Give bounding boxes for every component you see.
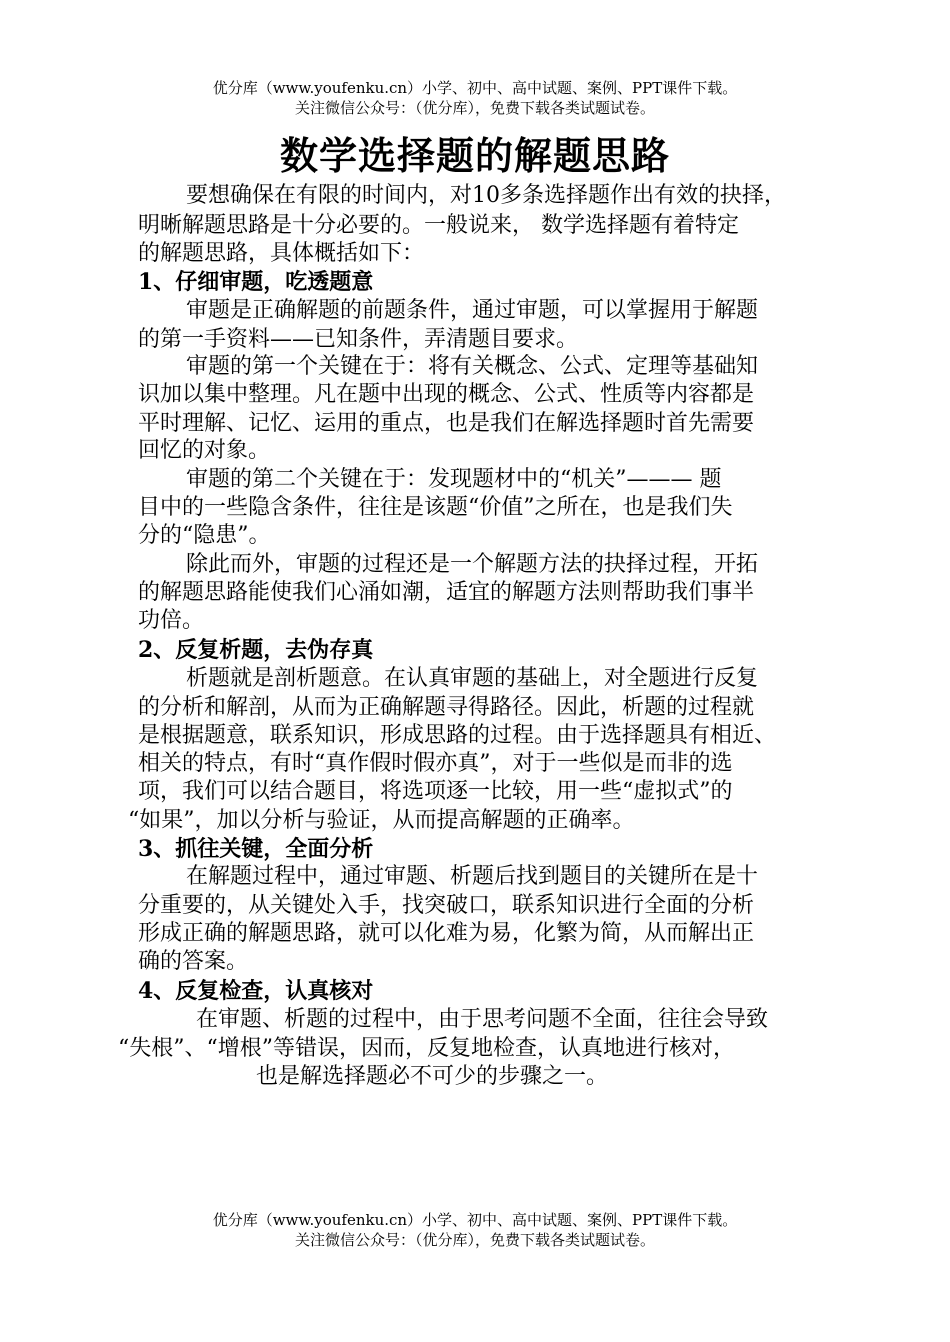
intro-line: 的解题思路，具体概括如下： bbox=[138, 241, 425, 266]
paragraph-line: 审题的第二个关键在于：发现题材中的“机关”——— 题 bbox=[186, 467, 722, 492]
paragraph-line: 审题的第一个关键在于：将有关概念、公式、定理等基础知 bbox=[186, 354, 759, 379]
paragraph-line: 目中的一些隐含条件，往往是该题“价值”之所在，也是我们失 bbox=[138, 495, 733, 520]
page-title: 数学选择题的解题思路 bbox=[279, 133, 670, 178]
intro-line: 要想确保在有限的时间内，对10多条选择题作出有效的抉择， bbox=[186, 183, 786, 208]
paragraph-line: “如果”，加以分析与验证，从而提高解题的正确率。 bbox=[128, 808, 635, 833]
paragraph-line: 功倍。 bbox=[138, 608, 205, 633]
footer-line-1: 优分库（www.youfenku.cn）小学、初中、高中试题、案例、PPT课件下载。 bbox=[212, 1211, 738, 1229]
section-4-heading: 4、反复检查，认真核对 bbox=[138, 978, 374, 1004]
paragraph-line: 在审题、析题的过程中，由于思考问题不全面，往往会导致 bbox=[196, 1007, 769, 1032]
paragraph-line: 分重要的，从关键处入手，找突破口，联系知识进行全面的分析 bbox=[138, 893, 755, 918]
paragraph-line: 回忆的对象。 bbox=[138, 438, 271, 463]
section-1-heading: 1、仔细审题，吃透题意 bbox=[138, 269, 374, 295]
section-2-heading: 2、反复析题，去伪存真 bbox=[138, 637, 374, 663]
header-line-1: 优分库（www.youfenku.cn）小学、初中、高中试题、案例、PPT课件下载。 bbox=[212, 79, 738, 97]
paragraph-line: 的解题思路能使我们心涌如潮，适宜的解题方法则帮助我们事半 bbox=[138, 580, 755, 605]
paragraph-line: 也是解选择题必不可少的步骤之一。 bbox=[256, 1064, 609, 1089]
paragraph-line: 除此而外，审题的过程还是一个解题方法的抉择过程，开拓 bbox=[186, 552, 759, 577]
paragraph-line: 确的答案。 bbox=[138, 949, 249, 974]
paragraph-line: 项，我们可以结合题目，将选项逐一比较，用一些“虚拟式”的 bbox=[138, 779, 733, 804]
paragraph-line: 析题就是剖析题意。在认真审题的基础上，对全题进行反复 bbox=[186, 666, 759, 691]
paragraph-line: 是根据题意，联系知识，形成思路的过程。由于选择题具有相近、 bbox=[138, 723, 777, 748]
intro-line: 明晰解题思路是十分必要的。一般说来， 数学选择题有着特定 bbox=[138, 213, 739, 238]
paragraph-line: 识加以集中整理。凡在题中出现的概念、公式、性质等内容都是 bbox=[138, 382, 755, 407]
page-footer bbox=[0, 1210, 950, 1250]
paragraph-line: 审题是正确解题的前题条件，通过审题，可以掌握用于解题 bbox=[186, 298, 759, 323]
section-3-heading: 3、抓往关键，全面分析 bbox=[138, 836, 374, 862]
paragraph-line: 平时理解、记忆、运用的重点，也是我们在解选择题时首先需要 bbox=[138, 411, 755, 436]
paragraph-line: 在解题过程中，通过审题、析题后找到题目的关键所在是十 bbox=[186, 864, 759, 889]
paragraph-line: 相关的特点，有时“真作假时假亦真”，对于一些似是而非的选 bbox=[138, 751, 733, 776]
footer-line-2: 关注微信公众号：（优分库），免费下载各类试题试卷。 bbox=[294, 1231, 655, 1249]
page-header bbox=[0, 78, 950, 118]
paragraph-line: 形成正确的解题思路，就可以化难为易，化繁为简，从而解出正 bbox=[138, 921, 755, 946]
paragraph-line: “失根”、“增根”等错误，因而，反复地检查，认真地进行核对， bbox=[118, 1036, 735, 1061]
paragraph-line: 的第一手资料——已知条件，弄清题目要求。 bbox=[138, 327, 579, 352]
header-line-2: 关注微信公众号：（优分库），免费下载各类试题试卷。 bbox=[294, 99, 655, 117]
paragraph-line: 的分析和解剖，从而为正确解题寻得路径。因此，析题的过程就 bbox=[138, 695, 755, 720]
paragraph-line: 分的“隐患”。 bbox=[138, 523, 271, 548]
